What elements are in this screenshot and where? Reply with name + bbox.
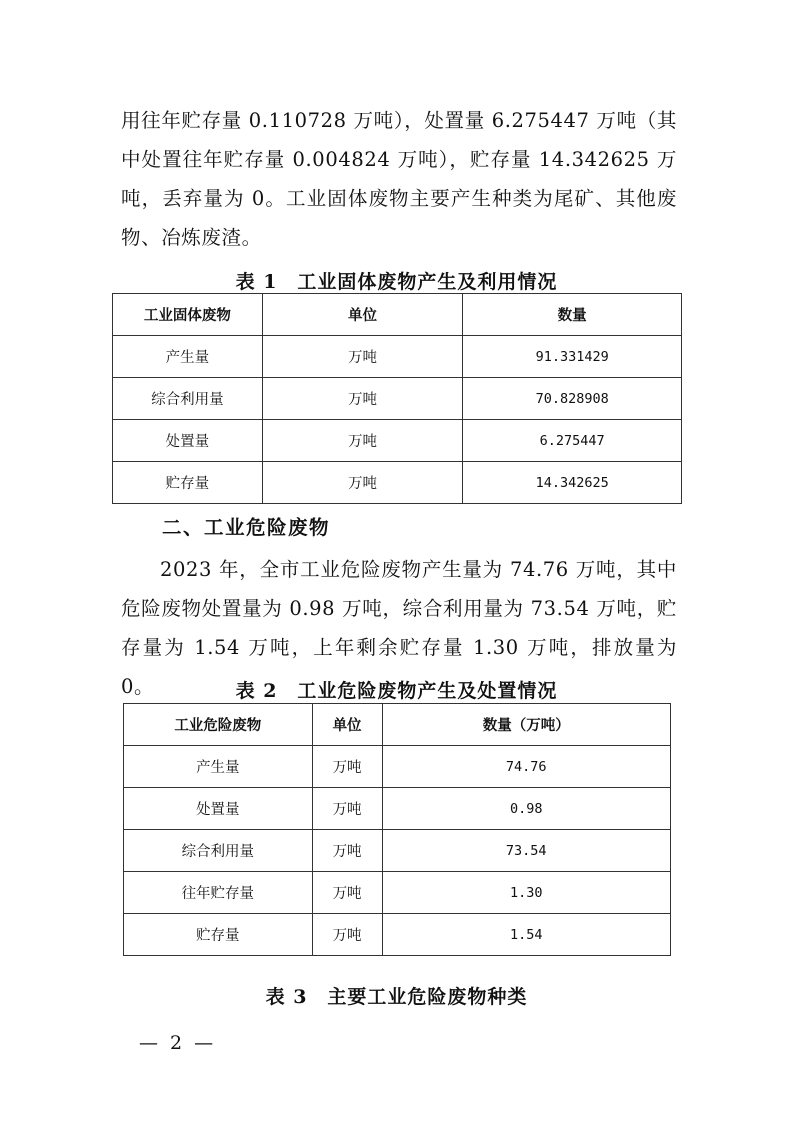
table-cell: 处置量 xyxy=(124,788,313,830)
table-cell: 产生量 xyxy=(113,336,263,378)
table2-header-row xyxy=(124,704,671,746)
table-row xyxy=(113,462,682,504)
table-cell: 0.98 xyxy=(382,788,671,830)
table-cell: 处置量 xyxy=(113,420,263,462)
table-cell: 万吨 xyxy=(262,336,463,378)
table1-title: 表 1 工业固体废物产生及利用情况 xyxy=(235,271,558,293)
table-cell: 万吨 xyxy=(262,378,463,420)
table-cell: 贮存量 xyxy=(113,462,263,504)
table-cell: 1.30 xyxy=(382,872,671,914)
table3-title: 表 3 主要工业危险废物种类 xyxy=(265,986,528,1008)
table-row xyxy=(113,378,682,420)
table-cell: 贮存量 xyxy=(124,914,313,956)
table-cell: 70.828908 xyxy=(463,378,682,420)
table-cell: 万吨 xyxy=(262,462,463,504)
table-cell: 91.331429 xyxy=(463,336,682,378)
table-cell: 1.54 xyxy=(382,914,671,956)
page-number: — 2 — xyxy=(139,1032,217,1054)
table2-header: 数量（万吨） xyxy=(382,704,671,746)
table-cell: 往年贮存量 xyxy=(124,872,313,914)
table1-header: 单位 xyxy=(262,294,463,336)
table1-header: 数量 xyxy=(463,294,682,336)
section-heading: 二、工业危险废物 xyxy=(162,516,331,539)
hazardous-paragraph: 2023 年，全市工业危险废物产生量为 74.76 万吨，其中危险废物处置量为 0.98 万吨，综合利用量为 73.54 万吨，贮存量为 1.54 万吨，上年剩余贮存量 1.30 万吨，排放量为 0。 xyxy=(121,558,677,698)
table-cell: 14.342625 xyxy=(463,462,682,504)
table-cell: 产生量 xyxy=(124,746,313,788)
table-cell: 万吨 xyxy=(262,420,463,462)
table1-header-row xyxy=(113,294,682,336)
intro-paragraph: 用往年贮存量 0.110728 万吨），处置量 6.275447 万吨（其中处置往年贮存量 0.004824 万吨），贮存量 14.342625 万吨，丢弃量为 0。工业固体废物主要产生种类为尾矿、其他废物、冶炼废渣。 xyxy=(121,109,677,249)
table1 xyxy=(112,293,682,504)
table2 xyxy=(123,703,671,956)
table2-header: 工业危险废物 xyxy=(124,704,313,746)
table-row xyxy=(124,746,671,788)
table-cell: 万吨 xyxy=(312,830,382,872)
table-cell: 万吨 xyxy=(312,746,382,788)
table-row xyxy=(113,420,682,462)
table-row xyxy=(124,788,671,830)
table1-header: 工业固体废物 xyxy=(113,294,263,336)
table-row xyxy=(113,336,682,378)
table-cell: 6.275447 xyxy=(463,420,682,462)
table-row xyxy=(124,872,671,914)
table-cell: 73.54 xyxy=(382,830,671,872)
table-row xyxy=(124,914,671,956)
table-cell: 综合利用量 xyxy=(124,830,313,872)
table-cell: 万吨 xyxy=(312,872,382,914)
table2-title: 表 2 工业危险废物产生及处置情况 xyxy=(235,680,558,702)
table-cell: 万吨 xyxy=(312,914,382,956)
table2-header: 单位 xyxy=(312,704,382,746)
table-row xyxy=(124,830,671,872)
table-cell: 万吨 xyxy=(312,788,382,830)
table-cell: 74.76 xyxy=(382,746,671,788)
table-cell: 综合利用量 xyxy=(113,378,263,420)
